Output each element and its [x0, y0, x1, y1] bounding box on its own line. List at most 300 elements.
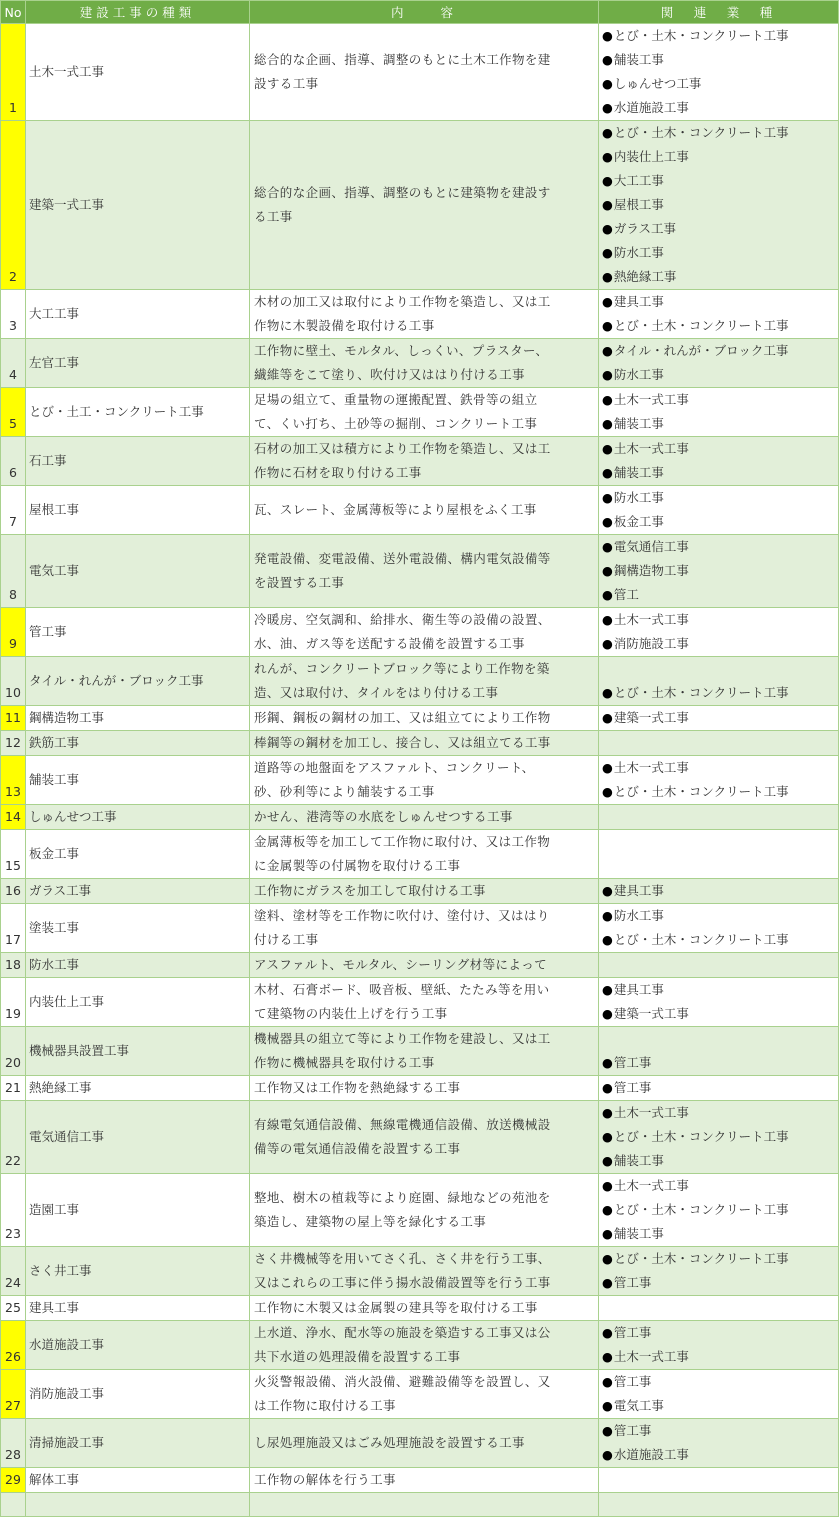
related-item: [602, 388, 835, 412]
cell-description[interactable]: [250, 978, 599, 1027]
description-line: て、くい打ち、土砂等の掘削、コンクリート工事: [254, 416, 538, 431]
related-item-label: しゅんせつ工事: [613, 76, 702, 91]
bullet-icon: ●: [602, 1447, 613, 1462]
related-item: [602, 72, 835, 96]
cell-description[interactable]: [250, 1370, 599, 1419]
table-row: [1, 904, 839, 953]
cell-related[interactable]: [599, 388, 839, 437]
cell-no[interactable]: 14: [1, 805, 26, 830]
bullet-icon: ●: [602, 1178, 613, 1193]
cell-related[interactable]: [599, 657, 839, 706]
cell-no[interactable]: 13: [1, 756, 26, 805]
cell-description[interactable]: [250, 1027, 599, 1076]
bullet-icon: ●: [602, 343, 613, 358]
cell-description[interactable]: [250, 1076, 599, 1101]
cell-no[interactable]: 6: [1, 437, 26, 486]
related-item: [602, 904, 835, 928]
description-line: かせん、港湾等の水底をしゅんせつする工事: [254, 809, 513, 824]
bullet-icon: ●: [602, 318, 613, 333]
description-line: 工作物に木製又は金属製の建具等を取付ける工事: [254, 1300, 538, 1315]
bullet-icon: ●: [602, 1153, 613, 1168]
related-item-label: 土木一式工事: [613, 1105, 689, 1120]
table-row: [1, 1321, 839, 1370]
related-item-label: 建築一式工事: [613, 710, 689, 725]
related-item-label: 管工事: [613, 1055, 652, 1070]
table-row: [1, 388, 839, 437]
bullet-icon: ●: [602, 173, 613, 188]
cell-related[interactable]: [599, 1027, 839, 1076]
cell-description[interactable]: [250, 1296, 599, 1321]
description-line: 工作物の解体を行う工事: [254, 1472, 396, 1487]
cell-description[interactable]: [250, 830, 599, 879]
header-no[interactable]: No: [1, 1, 26, 24]
cell-kind[interactable]: 清掃施設工事: [26, 1419, 250, 1468]
cell-kind[interactable]: さく井工事: [26, 1247, 250, 1296]
description-line: 工作物に壁土、モルタル、しっくい、プラスター、: [254, 343, 549, 358]
cell-no[interactable]: 3: [1, 290, 26, 339]
cell-description[interactable]: [250, 1419, 599, 1468]
related-item-label: 舗装工事: [613, 52, 664, 67]
cell-kind[interactable]: 土木一式工事: [26, 24, 250, 121]
bullet-icon: ●: [602, 465, 613, 480]
related-item-label: 板金工事: [613, 514, 664, 529]
cell-no[interactable]: 29: [1, 1468, 26, 1493]
cell-related[interactable]: [599, 978, 839, 1027]
cell-related[interactable]: [599, 731, 839, 756]
bullet-icon: ●: [602, 784, 613, 799]
related-item-label: とび・土木・コンクリート工事: [613, 1129, 789, 1144]
description-line: 築造し、建築物の屋上等を緑化する工事: [254, 1214, 487, 1229]
bullet-icon: ●: [602, 710, 613, 725]
related-item: [602, 193, 835, 217]
bullet-icon: ●: [602, 1374, 613, 1389]
cell-related[interactable]: [599, 1370, 839, 1419]
cell-related[interactable]: [599, 953, 839, 978]
related-item-label: 土木一式工事: [613, 612, 689, 627]
cell-description[interactable]: [250, 879, 599, 904]
related-item: [602, 121, 835, 145]
description-line: 繊維等をこて塗り、吹付け又ははり付ける工事: [254, 367, 525, 382]
related-item: [602, 486, 835, 510]
cell-kind[interactable]: 解体工事: [26, 1468, 250, 1493]
header-kind[interactable]: 建設工事の種類: [26, 1, 250, 24]
table-row: [1, 1419, 839, 1468]
bullet-icon: ●: [602, 1251, 613, 1266]
cell-kind[interactable]: 電気工事: [26, 535, 250, 608]
cell-related[interactable]: [599, 830, 839, 879]
cell-kind[interactable]: 石工事: [26, 437, 250, 486]
cell-related[interactable]: [599, 24, 839, 121]
related-item: [602, 706, 835, 730]
description-line: 付ける工事: [254, 932, 319, 947]
related-item: [602, 265, 835, 289]
bullet-icon: ●: [602, 1202, 613, 1217]
related-item-label: 舗装工事: [613, 416, 664, 431]
description-line: 総合的な企画、指導、調整のもとに建築物を建設す: [254, 185, 551, 200]
cell-description[interactable]: [250, 608, 599, 657]
description-line: さく井機械等を用いてさく孔、さく井を行う工事、: [254, 1251, 551, 1266]
related-item-label: 土木一式工事: [613, 1178, 689, 1193]
cell-no[interactable]: 18: [1, 953, 26, 978]
bullet-icon: ●: [602, 490, 613, 505]
related-item: [602, 217, 835, 241]
cell-related[interactable]: [599, 1296, 839, 1321]
related-item: [602, 608, 835, 632]
table-row: [1, 290, 839, 339]
related-item-label: 土木一式工事: [613, 760, 689, 775]
related-item-label: 建具工事: [613, 982, 664, 997]
related-item-label: 舗装工事: [613, 465, 664, 480]
cell-kind[interactable]: 鋼構造物工事: [26, 706, 250, 731]
related-item-label: 屋根工事: [613, 197, 664, 212]
related-item: [602, 1174, 835, 1198]
related-item: [602, 48, 835, 72]
related-item: [602, 1370, 835, 1394]
cell-related[interactable]: [599, 437, 839, 486]
bullet-icon: ●: [602, 563, 613, 578]
related-item: [602, 1247, 835, 1271]
cell-kind[interactable]: 大工工事: [26, 290, 250, 339]
cell-kind[interactable]: 水道施設工事: [26, 1321, 250, 1370]
cell-no[interactable]: 22: [1, 1101, 26, 1174]
related-item-label: タイル・れんが・ブロック工事: [613, 343, 789, 358]
description-line: 造、又は取付け、タイルをはり付ける工事: [254, 685, 499, 700]
related-item: [602, 339, 835, 363]
cell-kind[interactable]: 鉄筋工事: [26, 731, 250, 756]
cell-no[interactable]: 25: [1, 1296, 26, 1321]
cell-description[interactable]: [250, 486, 599, 535]
bullet-icon: ●: [602, 1226, 613, 1241]
description-line: 棒鋼等の鋼材を加工し、接合し、又は組立てる工事: [254, 735, 551, 750]
table-row: [1, 731, 839, 756]
related-item-label: とび・土木・コンクリート工事: [613, 1202, 789, 1217]
cell-no[interactable]: 17: [1, 904, 26, 953]
cell-kind[interactable]: とび・土工・コンクリート工事: [26, 388, 250, 437]
cell-no[interactable]: 10: [1, 657, 26, 706]
table-row: [1, 339, 839, 388]
table-row: [1, 1247, 839, 1296]
cell-no[interactable]: 9: [1, 608, 26, 657]
cell-description[interactable]: [250, 731, 599, 756]
bullet-icon: ●: [602, 149, 613, 164]
cell-description[interactable]: [250, 24, 599, 121]
bullet-icon: ●: [602, 28, 613, 43]
related-item: [602, 1002, 835, 1026]
related-item-label: 建築一式工事: [613, 1006, 689, 1021]
bullet-icon: ●: [602, 1006, 613, 1021]
cell-related[interactable]: [599, 121, 839, 290]
cell-kind[interactable]: 防水工事: [26, 953, 250, 978]
bullet-icon: ●: [602, 269, 613, 284]
bullet-icon: ●: [602, 539, 613, 554]
related-item-label: 土木一式工事: [613, 1349, 689, 1364]
cell-related[interactable]: [599, 608, 839, 657]
table-row: [1, 1174, 839, 1247]
cell-related[interactable]: [599, 1076, 839, 1101]
related-item: [602, 756, 835, 780]
description-line: 設する工事: [254, 76, 319, 91]
related-item: [602, 879, 835, 903]
bullet-icon: ●: [602, 100, 613, 115]
description-line: 共下水道の処理設備を設置する工事: [254, 1349, 461, 1364]
cell-kind[interactable]: 造園工事: [26, 1174, 250, 1247]
table-row: [1, 953, 839, 978]
table-row: [1, 805, 839, 830]
cell-description[interactable]: [250, 953, 599, 978]
cell-description[interactable]: [250, 904, 599, 953]
related-item-label: 管工事: [613, 1423, 652, 1438]
cell-related[interactable]: [599, 805, 839, 830]
related-item: [602, 1345, 835, 1369]
table-row: [1, 830, 839, 879]
cell-kind[interactable]: 舗装工事: [26, 756, 250, 805]
table-row: [1, 657, 839, 706]
table-row: [1, 437, 839, 486]
bullet-icon: ●: [602, 294, 613, 309]
description-line: 木材の加工又は取付により工作物を築造し、又は工: [254, 294, 551, 309]
related-item: [602, 978, 835, 1002]
cell-description[interactable]: [250, 1321, 599, 1370]
related-item: [602, 1394, 835, 1418]
related-item-label: ガラス工事: [613, 221, 677, 236]
cell-kind[interactable]: 内装仕上工事: [26, 978, 250, 1027]
cell-related[interactable]: [599, 1419, 839, 1468]
related-item-label: 管工事: [613, 1374, 652, 1389]
related-item: [602, 169, 835, 193]
related-item-label: 熱絶縁工事: [613, 269, 677, 284]
cell-related[interactable]: [599, 339, 839, 388]
related-item: [602, 1419, 835, 1443]
bullet-icon: ●: [602, 587, 613, 602]
related-item: [602, 1051, 835, 1075]
bullet-icon: ●: [602, 1105, 613, 1120]
related-item-label: 鋼構造物工事: [613, 563, 689, 578]
related-item-label: とび・土木・コンクリート工事: [613, 318, 789, 333]
related-item-label: 水道施設工事: [613, 1447, 689, 1462]
table-row: [1, 1493, 839, 1517]
related-item-label: 電気工事: [613, 1398, 664, 1413]
table-row: [1, 879, 839, 904]
bullet-icon: ●: [602, 932, 613, 947]
cell-no[interactable]: 28: [1, 1419, 26, 1468]
bullet-icon: ●: [602, 1349, 613, 1364]
cell-no[interactable]: 11: [1, 706, 26, 731]
cell-description[interactable]: [250, 1174, 599, 1247]
cell-description[interactable]: [250, 1247, 599, 1296]
cell-kind[interactable]: タイル・れんが・ブロック工事: [26, 657, 250, 706]
cell-kind[interactable]: 電気通信工事: [26, 1101, 250, 1174]
bullet-icon: ●: [602, 636, 613, 651]
cell-description[interactable]: [250, 805, 599, 830]
description-line: 上水道、浄水、配水等の施設を築造する工事又は公: [254, 1325, 551, 1340]
cell-related[interactable]: [599, 290, 839, 339]
cell-related[interactable]: [599, 706, 839, 731]
related-item-label: 防水工事: [613, 245, 664, 260]
cell-kind[interactable]: 左官工事: [26, 339, 250, 388]
header-row: [1, 1, 839, 24]
bullet-icon: ●: [602, 367, 613, 382]
bullet-icon: ●: [602, 612, 613, 627]
cell-related[interactable]: [599, 1321, 839, 1370]
cell-kind[interactable]: 板金工事: [26, 830, 250, 879]
description-line: 工作物又は工作物を熱絶縁する工事: [254, 1080, 461, 1095]
cell-related[interactable]: [599, 879, 839, 904]
related-item: [602, 1149, 835, 1173]
cell-no[interactable]: 2: [1, 121, 26, 290]
cell-related[interactable]: [599, 756, 839, 805]
related-item-label: 舗装工事: [613, 1153, 664, 1168]
related-item: [602, 314, 835, 338]
cell-no[interactable]: 20: [1, 1027, 26, 1076]
related-item-label: 水道施設工事: [613, 100, 689, 115]
related-item: [602, 1125, 835, 1149]
bullet-icon: ●: [602, 1080, 613, 1095]
related-item: [602, 145, 835, 169]
related-item: [602, 24, 835, 48]
cell-description[interactable]: [250, 121, 599, 290]
bullet-icon: ●: [602, 1398, 613, 1413]
cell-no[interactable]: 1: [1, 24, 26, 121]
description-line: 金属薄板等を加工して工作物に取付け、又は工作物: [254, 834, 551, 849]
table-row: [1, 535, 839, 608]
cell-no[interactable]: 8: [1, 535, 26, 608]
related-item: [602, 681, 835, 705]
cell-related[interactable]: [599, 535, 839, 608]
cell-related[interactable]: [599, 1101, 839, 1174]
description-line: 石材の加工又は積方により工作物を築造し、又は工: [254, 441, 551, 456]
cell-kind[interactable]: 建築一式工事: [26, 121, 250, 290]
related-item-label: 防水工事: [613, 367, 664, 382]
cell-description[interactable]: [250, 1493, 599, 1517]
related-item: [602, 1443, 835, 1467]
related-item-label: 管工事: [613, 1325, 652, 1340]
table-row: [1, 121, 839, 290]
table-row: [1, 486, 839, 535]
related-item-label: 管工事: [613, 1275, 652, 1290]
cell-kind[interactable]: 屋根工事: [26, 486, 250, 535]
description-line: 工作物にガラスを加工して取付ける工事: [254, 883, 486, 898]
related-item-label: とび・土木・コンクリート工事: [613, 1251, 789, 1266]
related-item: [602, 780, 835, 804]
cell-no[interactable]: [1, 1493, 26, 1517]
related-item-label: 防水工事: [613, 490, 664, 505]
cell-description[interactable]: [250, 1101, 599, 1174]
related-item-label: 電気通信工事: [613, 539, 689, 554]
description-line: 備等の電気通信設備を設置する工事: [254, 1141, 461, 1156]
bullet-icon: ●: [602, 760, 613, 775]
cell-description[interactable]: [250, 756, 599, 805]
bullet-icon: ●: [602, 245, 613, 260]
table-row: [1, 978, 839, 1027]
cell-no[interactable]: 5: [1, 388, 26, 437]
bullet-icon: ●: [602, 1055, 613, 1070]
bullet-icon: ●: [602, 685, 613, 700]
header-related[interactable]: 関 連 業 種: [599, 1, 839, 24]
related-item: [602, 1076, 835, 1100]
cell-no[interactable]: 27: [1, 1370, 26, 1419]
related-item-label: 消防施設工事: [613, 636, 689, 651]
cell-kind[interactable]: 消防施設工事: [26, 1370, 250, 1419]
cell-no[interactable]: 16: [1, 879, 26, 904]
table-row: [1, 756, 839, 805]
description-line: る工事: [254, 209, 293, 224]
table-body: [1, 24, 839, 1517]
cell-related[interactable]: [599, 486, 839, 535]
cell-kind[interactable]: しゅんせつ工事: [26, 805, 250, 830]
table-row: [1, 1076, 839, 1101]
header-description[interactable]: 内 容: [250, 1, 599, 24]
bullet-icon: ●: [602, 125, 613, 140]
bullet-icon: ●: [602, 1275, 613, 1290]
related-item-label: とび・土木・コンクリート工事: [613, 784, 789, 799]
cell-no[interactable]: 26: [1, 1321, 26, 1370]
table-row: [1, 1101, 839, 1174]
description-line: 足場の組立て、重量物の運搬配置、鉄骨等の組立: [254, 392, 538, 407]
related-item: [602, 241, 835, 265]
cell-description[interactable]: [250, 657, 599, 706]
description-line: 作物に木製設備を取付ける工事: [254, 318, 435, 333]
cell-description[interactable]: [250, 535, 599, 608]
cell-no[interactable]: 19: [1, 978, 26, 1027]
bullet-icon: ●: [602, 1423, 613, 1438]
cell-kind[interactable]: ガラス工事: [26, 879, 250, 904]
related-item-label: 建具工事: [613, 294, 664, 309]
cell-related[interactable]: [599, 1247, 839, 1296]
cell-no[interactable]: 4: [1, 339, 26, 388]
related-item: [602, 461, 835, 485]
related-item: [602, 412, 835, 436]
cell-no[interactable]: 12: [1, 731, 26, 756]
cell-kind[interactable]: 建具工事: [26, 1296, 250, 1321]
cell-no[interactable]: 15: [1, 830, 26, 879]
description-line: 総合的な企画、指導、調整のもとに土木工作物を建: [254, 52, 551, 67]
description-line: し尿処理施設又はごみ処理施設を設置する工事: [254, 1435, 525, 1450]
cell-description[interactable]: [250, 339, 599, 388]
cell-description[interactable]: [250, 437, 599, 486]
cell-no[interactable]: 24: [1, 1247, 26, 1296]
related-item: [602, 290, 835, 314]
description-line: 作物に機械器具を取付ける工事: [254, 1055, 435, 1070]
cell-related[interactable]: [599, 1174, 839, 1247]
related-item: [602, 363, 835, 387]
cell-kind[interactable]: 塗装工事: [26, 904, 250, 953]
cell-no[interactable]: 21: [1, 1076, 26, 1101]
cell-description[interactable]: [250, 706, 599, 731]
cell-description[interactable]: [250, 388, 599, 437]
cell-kind[interactable]: 管工事: [26, 608, 250, 657]
related-item-label: 土木一式工事: [613, 441, 689, 456]
description-line: 作物に石材を取り付ける工事: [254, 465, 422, 480]
cell-description[interactable]: [250, 290, 599, 339]
description-line: 火災警報設備、消火設備、避難設備等を設置し、又: [254, 1374, 551, 1389]
description-line: 木材、石膏ボード、吸音板、壁紙、たたみ等を用い: [254, 982, 550, 997]
cell-kind[interactable]: 熱絶縁工事: [26, 1076, 250, 1101]
cell-related[interactable]: [599, 1493, 839, 1517]
related-item-label: 土木一式工事: [613, 392, 689, 407]
cell-kind[interactable]: 機械器具設置工事: [26, 1027, 250, 1076]
cell-no[interactable]: 23: [1, 1174, 26, 1247]
cell-kind[interactable]: [26, 1493, 250, 1517]
cell-related[interactable]: [599, 904, 839, 953]
related-item: [602, 928, 835, 952]
cell-no[interactable]: 7: [1, 486, 26, 535]
bullet-icon: ●: [602, 514, 613, 529]
related-item-label: とび・土木・コンクリート工事: [613, 932, 789, 947]
related-item: [602, 583, 835, 607]
description-line: 砂、砂利等により舗装する工事: [254, 784, 435, 799]
related-item: [602, 96, 835, 120]
related-item-label: 舗装工事: [613, 1226, 664, 1241]
